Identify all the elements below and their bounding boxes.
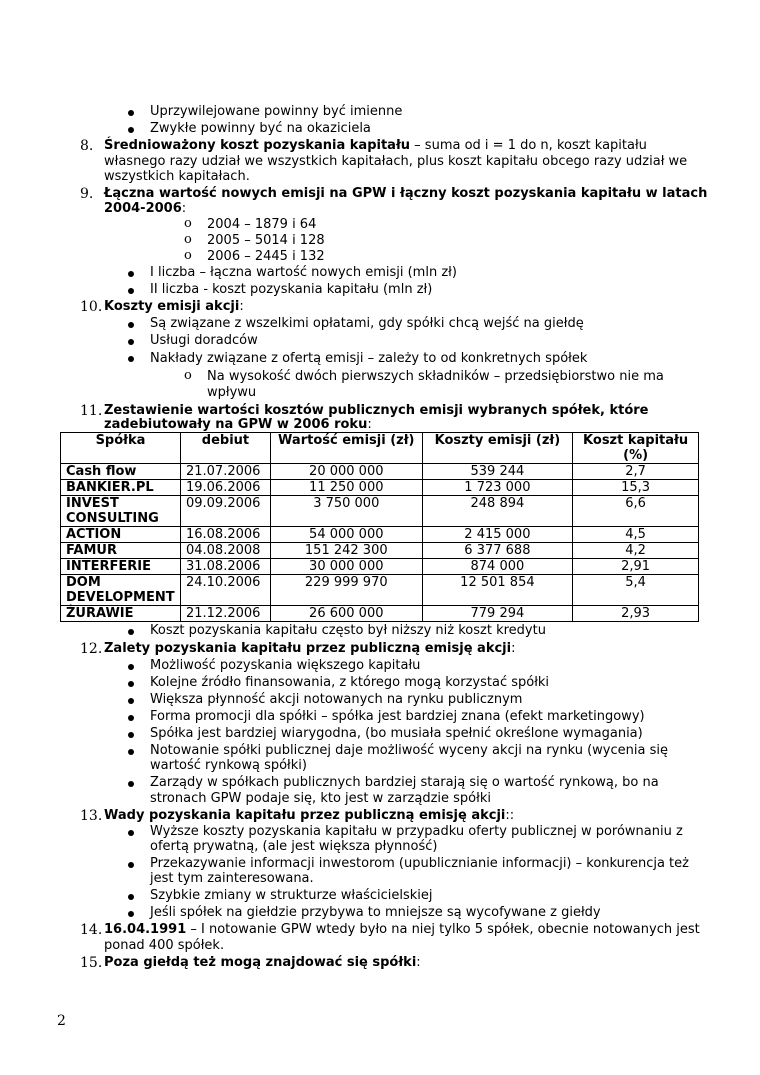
section-title: Łączna wartość nowych emisji na GPW i łączny koszt pozyskania kapitału w latach (104, 186, 708, 201)
bullet-icon (128, 356, 134, 362)
sub-bullet-icon: o (184, 368, 192, 383)
list-item: Przekazywanie informacji inwestorom (upublicznianie informacji) – konkurencja też (150, 856, 689, 871)
table-cell: 11 250 000 (270, 480, 422, 496)
list-item: Nakłady związane z ofertą emisji – zależy to od konkretnych spółek (150, 351, 588, 366)
table-cell: INVEST CONSULTING (61, 496, 181, 527)
bullet-icon (128, 110, 134, 116)
list-item: Zwykłe powinny być na okaziciela (150, 121, 371, 136)
table-cell: FAMUR (61, 543, 181, 559)
table-cell: BANKIER.PL (61, 480, 181, 496)
table-row (61, 496, 699, 527)
list-item: Usługi doradców (150, 333, 258, 348)
bullet-icon (128, 629, 134, 635)
table-cell: 1 723 000 (422, 480, 573, 496)
bullet-icon (128, 894, 134, 900)
column-header: Koszty emisji (zł) (422, 433, 573, 464)
table-cell: 2,93 (573, 606, 699, 622)
bullet-icon (128, 749, 134, 755)
column-header: Wartość emisji (zł) (270, 433, 422, 464)
list-item: stronach GPW podaje się, kto jest w zarządzie spółki (150, 791, 491, 806)
sub-bullet-icon: o (184, 232, 192, 247)
sub-bullet-icon: o (184, 248, 192, 263)
list-item: Wyższe koszty pozyskania kapitału w przypadku oferty publicznej w porównaniu z (150, 824, 683, 839)
list-item: 2006 – 2445 i 132 (207, 249, 325, 264)
list-item: Szybkie zmiany w strukturze właścicielskiej (150, 888, 433, 903)
column-header: Koszt kapitału (%) (573, 433, 699, 464)
table-row (61, 606, 699, 622)
column-header: Spółka (61, 433, 181, 464)
table-cell: 21.07.2006 (180, 464, 270, 480)
table-cell: 6 377 688 (422, 543, 573, 559)
bullet-icon (128, 830, 134, 836)
list-item: Na wysokość dwóch pierwszych składników – przedsiębiorstwo nie ma (207, 369, 664, 384)
emissions-table (60, 432, 699, 622)
list-item: Notowanie spółki publicznej daje możliwość wyceny akcji na rynku (wycenia się (150, 743, 668, 758)
table-cell: 21.12.2006 (180, 606, 270, 622)
table-cell: 26 600 000 (270, 606, 422, 622)
section-title: Zestawienie wartości kosztów publicznych emisji wybranych spółek, które (104, 403, 649, 418)
bullet-icon (128, 339, 134, 345)
bullet-icon (128, 911, 134, 917)
table-cell: 54 000 000 (270, 527, 422, 543)
bullet-icon (128, 862, 134, 868)
table-cell: 874 000 (422, 559, 573, 575)
table-cell: DOM DEVELOPMENT (61, 575, 181, 606)
section-title: Wady pozyskania kapitału przez publiczną emisję akcji:: (104, 808, 515, 823)
section-number: 12. (80, 641, 103, 657)
table-cell: 229 999 970 (270, 575, 422, 606)
bullet-icon (128, 664, 134, 670)
list-item: Są związane z wszelkimi opłatami, gdy spółki chcą wejść na giełdę (150, 316, 584, 331)
bullet-icon (128, 681, 134, 687)
list-item: 2005 – 5014 i 128 (207, 233, 325, 248)
list-item: Koszt pozyskania kapitału często był niższy niż koszt kredytu (150, 623, 546, 638)
table-cell: 24.10.2006 (180, 575, 270, 606)
table-header-row (61, 433, 699, 464)
list-item: wpływu (207, 385, 257, 400)
table-row (61, 464, 699, 480)
section-text: – I notowanie GPW wtedy było na niej tylko 5 spółek, obecnie notowanych jest (186, 922, 700, 937)
list-item: II liczba - koszt pozyskania kapitału (mln zł) (150, 282, 433, 297)
table-cell: Cash flow (61, 464, 181, 480)
list-item: Uprzywilejowane powinny być imienne (150, 104, 403, 119)
page-number: 2 (57, 1013, 66, 1029)
section-title: Koszty emisji akcji: (104, 299, 244, 314)
bullet-icon (128, 715, 134, 721)
bullet-icon (128, 271, 134, 277)
section-8-line1 (104, 138, 647, 154)
list-item: I liczba – łączna wartość nowych emisji (mln zł) (150, 265, 457, 280)
table-cell: 3 750 000 (270, 496, 422, 527)
bullet-icon (128, 781, 134, 787)
section-number: 11. (80, 403, 103, 419)
table-cell: 15,3 (573, 480, 699, 496)
section-number: 14. (80, 922, 103, 938)
section-title: 16.04.1991 (104, 922, 187, 937)
table-cell: 04.08.2008 (180, 543, 270, 559)
list-item: ofertą prywatną, (ale jest większa płynność) (150, 839, 438, 854)
table-cell: 248 894 (422, 496, 573, 527)
list-item: wartość rynkową spółki) (150, 758, 307, 773)
list-item: 2004 – 1879 i 64 (207, 217, 317, 232)
table-cell: 16.08.2006 (180, 527, 270, 543)
list-item: Spółka jest bardziej wiarygodna, (bo musiała spełnić określone wymagania) (150, 726, 643, 741)
section-text: własnego razy udział we wszystkich kapitałach, plus koszt kapitału obcego razy udział we (104, 154, 688, 169)
column-header: debiut (180, 433, 270, 464)
table-cell: 2 415 000 (422, 527, 573, 543)
section-number: 13. (80, 808, 103, 824)
list-item: Większa płynność akcji notowanych na rynku publicznym (150, 692, 523, 707)
section-text: – suma od i = 1 do n, koszt kapitału (410, 138, 647, 153)
table-cell: 779 294 (422, 606, 573, 622)
sub-bullet-icon: o (184, 216, 192, 231)
table-cell: 2,7 (573, 464, 699, 480)
table-row (61, 543, 699, 559)
table-cell: 09.09.2006 (180, 496, 270, 527)
section-text: wszystkich kapitałach. (104, 169, 250, 184)
table-row (61, 480, 699, 496)
table-cell: 6,6 (573, 496, 699, 527)
list-item: Zarządy w spółkach publicznych bardziej starają się o wartość rynkową, bo na (150, 775, 659, 790)
list-item: Możliwość pozyskania większego kapitału (150, 658, 421, 673)
section-title: Zalety pozyskania kapitału przez publiczną emisję akcji: (104, 641, 516, 656)
table-cell: ACTION (61, 527, 181, 543)
table-cell: ŻURAWIE (61, 606, 181, 622)
section-title: Średnioważony koszt pozyskania kapitału (104, 138, 411, 153)
bullet-icon (128, 698, 134, 704)
table-cell: 19.06.2006 (180, 480, 270, 496)
table-row (61, 559, 699, 575)
table-cell: 151 242 300 (270, 543, 422, 559)
section-number: 15. (80, 955, 103, 971)
section-number: 9. (80, 186, 94, 202)
section-number: 10. (80, 299, 103, 315)
list-item: Kolejne źródło finansowania, z którego mogą korzystać spółki (150, 675, 550, 690)
table-cell: 31.08.2006 (180, 559, 270, 575)
table-cell: 2,91 (573, 559, 699, 575)
bullet-icon (128, 322, 134, 328)
table-cell: 4,2 (573, 543, 699, 559)
table-cell: 539 244 (422, 464, 573, 480)
table-cell: INTERFERIE (61, 559, 181, 575)
list-item: Jeśli spółek na giełdzie przybywa to mniejsze są wycofywane z giełdy (150, 905, 601, 920)
section-text: ponad 400 spółek. (104, 938, 225, 953)
table-cell: 12 501 854 (422, 575, 573, 606)
table-row (61, 575, 699, 606)
section-title: Poza giełdą też mogą znajdować się spółki: (104, 955, 421, 970)
section-14-line1 (104, 922, 700, 938)
section-title: zadebiutowały na GPW w 2006 roku: (104, 417, 372, 432)
table-cell: 20 000 000 (270, 464, 422, 480)
table-cell: 30 000 000 (270, 559, 422, 575)
list-item: Forma promocji dla spółki – spółka jest bardziej znana (efekt marketingowy) (150, 709, 645, 724)
section-title: 2004-2006: (104, 201, 187, 216)
list-item: jest tym zainteresowana. (150, 871, 314, 886)
table-cell: 5,4 (573, 575, 699, 606)
bullet-icon (128, 288, 134, 294)
bullet-icon (128, 732, 134, 738)
table-cell: 4,5 (573, 527, 699, 543)
table-row (61, 527, 699, 543)
section-number: 8. (80, 138, 94, 154)
bullet-icon (128, 127, 134, 133)
